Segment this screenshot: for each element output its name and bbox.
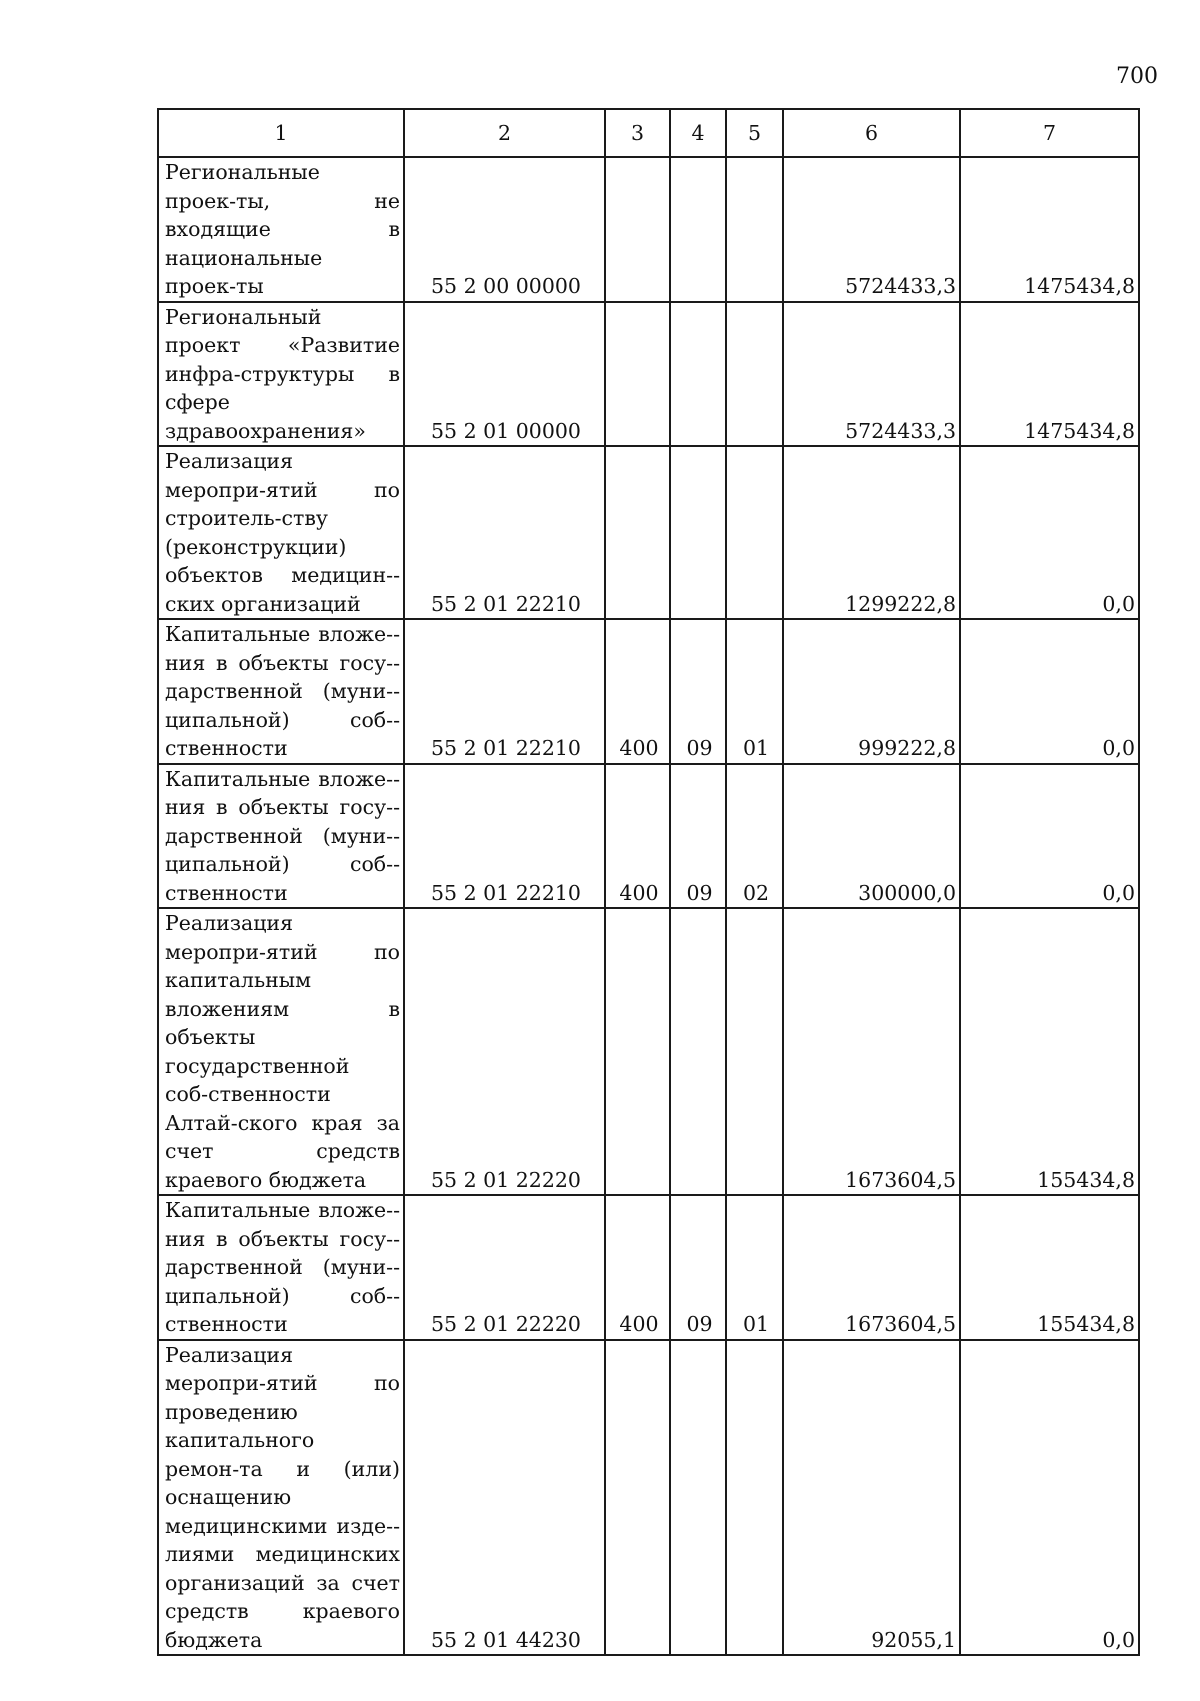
expense-type-cell: 400 [605, 764, 670, 909]
amount-col6-cell: 1299222,8 [783, 446, 960, 619]
expense-type-cell [605, 1340, 670, 1656]
section-cell [670, 1340, 726, 1656]
expense-type-cell: 400 [605, 619, 670, 764]
column-header: 4 [670, 109, 726, 157]
expense-type-cell [605, 908, 670, 1195]
target-article-cell: 55 2 01 22210 [404, 446, 605, 619]
expense-type-cell [605, 157, 670, 302]
target-article-cell: 55 2 01 22210 [404, 764, 605, 909]
table-row [158, 908, 1139, 1195]
target-article-cell: 55 2 01 44230 [404, 1340, 605, 1656]
amount-col7-cell: 155434,8 [960, 908, 1139, 1195]
amount-col6-cell: 1673604,5 [783, 908, 960, 1195]
item-name-cell: Реализация меропри-ятий по проведению капитального ремон-та и (или) оснащению медицинскими изде-лиями медицинских организаций за счет средств краевого бюджета [158, 1340, 404, 1656]
subsection-cell [726, 1340, 783, 1656]
column-header: 6 [783, 109, 960, 157]
amount-col6-cell: 999222,8 [783, 619, 960, 764]
table-row [158, 1195, 1139, 1340]
item-name-cell: Реализация меропри-ятий по капитальным вложениям в объекты государственной соб-ственности Алтай-ского края за счет средств краевого бюджета [158, 908, 404, 1195]
item-name-cell: Капитальные вложе-ния в объекты госу-дарственной (муни-ципальной) соб-ственности [158, 619, 404, 764]
amount-col6-cell: 5724433,3 [783, 302, 960, 447]
section-cell [670, 157, 726, 302]
section-cell [670, 302, 726, 447]
expense-type-cell [605, 446, 670, 619]
item-name-cell: Капитальные вложе-ния в объекты госу-дарственной (муни-ципальной) соб-ственности [158, 1195, 404, 1340]
table-row [158, 302, 1139, 447]
amount-col7-cell: 0,0 [960, 619, 1139, 764]
column-header: 2 [404, 109, 605, 157]
amount-col7-cell: 0,0 [960, 764, 1139, 909]
section-cell: 09 [670, 1195, 726, 1340]
item-name-cell: Региональные проек-ты, не входящие в национальные проек-ты [158, 157, 404, 302]
subsection-cell [726, 157, 783, 302]
target-article-cell: 55 2 01 00000 [404, 302, 605, 447]
expense-type-cell: 400 [605, 1195, 670, 1340]
section-cell [670, 908, 726, 1195]
amount-col7-cell: 155434,8 [960, 1195, 1139, 1340]
target-article-cell: 55 2 01 22220 [404, 1195, 605, 1340]
expense-type-cell [605, 302, 670, 447]
subsection-cell: 01 [726, 1195, 783, 1340]
table-row [158, 446, 1139, 619]
column-header: 3 [605, 109, 670, 157]
column-header: 7 [960, 109, 1139, 157]
amount-col6-cell: 300000,0 [783, 764, 960, 909]
budget-table [157, 108, 1140, 1656]
amount-col7-cell: 1475434,8 [960, 157, 1139, 302]
column-header: 1 [158, 109, 404, 157]
section-cell [670, 446, 726, 619]
column-header: 5 [726, 109, 783, 157]
amount-col7-cell: 1475434,8 [960, 302, 1139, 447]
subsection-cell [726, 446, 783, 619]
target-article-cell: 55 2 00 00000 [404, 157, 605, 302]
target-article-cell: 55 2 01 22220 [404, 908, 605, 1195]
amount-col6-cell: 1673604,5 [783, 1195, 960, 1340]
target-article-cell: 55 2 01 22210 [404, 619, 605, 764]
table-row [158, 1340, 1139, 1656]
section-cell: 09 [670, 764, 726, 909]
item-name-cell: Региональный проект «Развитие инфра-структуры в сфере здравоохранения» [158, 302, 404, 447]
table-row [158, 764, 1139, 909]
subsection-cell [726, 302, 783, 447]
header-row [158, 109, 1139, 157]
item-name-cell: Капитальные вложе-ния в объекты госу-дарственной (муни-ципальной) соб-ственности [158, 764, 404, 909]
amount-col6-cell: 5724433,3 [783, 157, 960, 302]
page-number: 700 [1116, 64, 1158, 89]
amount-col7-cell: 0,0 [960, 446, 1139, 619]
amount-col7-cell: 0,0 [960, 1340, 1139, 1656]
subsection-cell [726, 908, 783, 1195]
table-row [158, 619, 1139, 764]
subsection-cell: 01 [726, 619, 783, 764]
subsection-cell: 02 [726, 764, 783, 909]
amount-col6-cell: 92055,1 [783, 1340, 960, 1656]
section-cell: 09 [670, 619, 726, 764]
item-name-cell: Реализация меропри-ятий по строитель-ству (реконструкции) объектов медицин-ских организаций [158, 446, 404, 619]
table-row [158, 157, 1139, 302]
